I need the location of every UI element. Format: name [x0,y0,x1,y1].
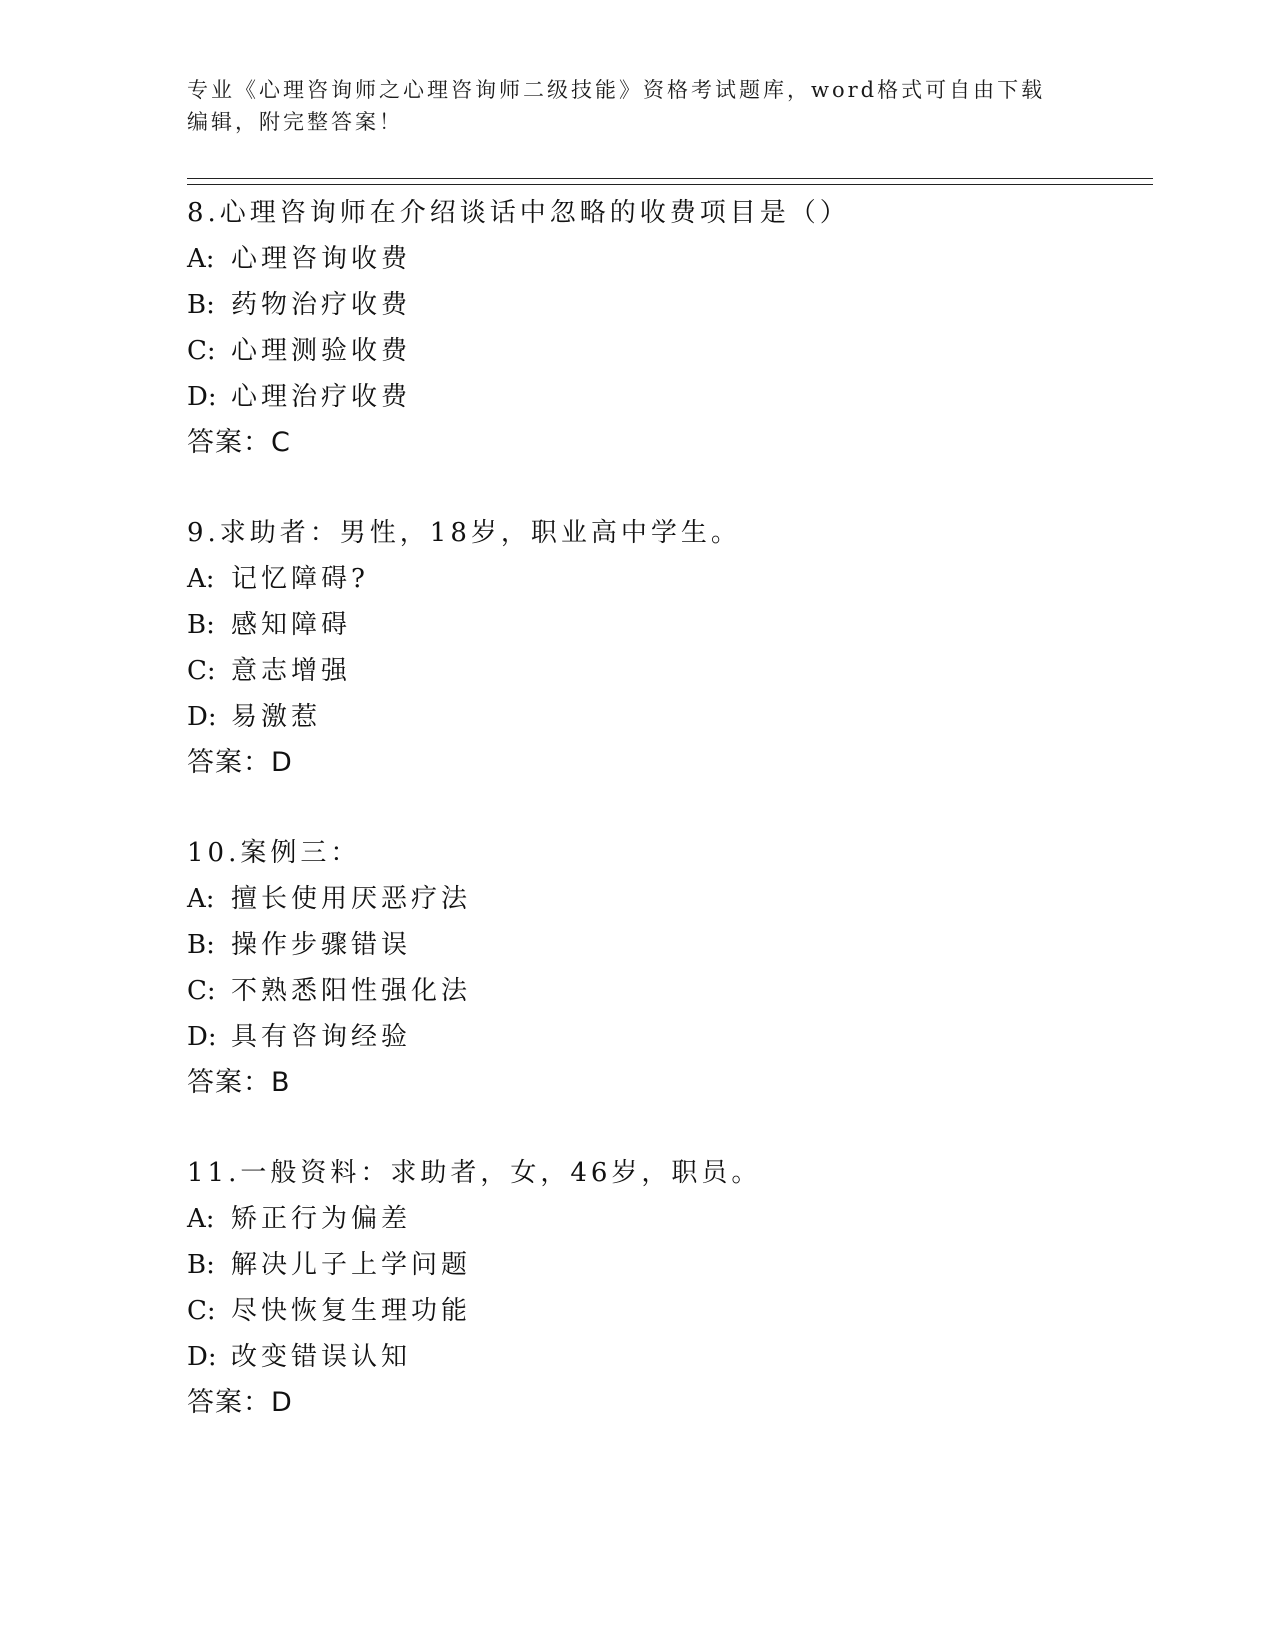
option-letter: B: [187,290,215,320]
option-text: 矫正行为偏差 [231,1204,412,1234]
option-d [187,694,1147,740]
question-9 [187,510,1147,786]
option-text: 擅长使用厌恶疗法 [231,884,472,914]
option-letter: B: [187,610,215,640]
option-text: 记忆障碍? [231,564,369,594]
option-text: 不熟悉阳性强化法 [231,976,472,1006]
option-text: 药物治疗收费 [231,290,412,320]
option-letter: A: [187,1204,215,1234]
header-line-1: 专业《心理咨询师之心理咨询师二级技能》资格考试题库，word格式可自由下载 [187,78,1046,102]
option-c [187,968,1147,1014]
option-text: 尽快恢复生理功能 [231,1296,472,1326]
option-b [187,922,1147,968]
option-text: 改变错误认知 [231,1342,412,1372]
option-b [187,282,1147,328]
option-text: 心理测验收费 [231,336,412,366]
option-letter: C: [187,1296,216,1326]
header-line-2: 编辑，附完整答案！ [187,110,403,134]
answer-line: 答案：C [187,427,291,458]
option-letter: C: [187,656,216,686]
answer-line: 答案：D [187,747,293,778]
option-text: 意志增强 [231,656,352,686]
option-letter: D: [187,382,217,412]
option-d [187,1334,1147,1380]
option-text: 具有咨询经验 [231,1022,412,1052]
question-10 [187,830,1147,1106]
option-c [187,648,1147,694]
option-c [187,328,1147,374]
question-stem: 8.心理咨询师在介绍谈话中忽略的收费项目是（） [187,198,850,228]
option-text: 解决儿子上学问题 [231,1250,472,1280]
option-a [187,236,1147,282]
option-a [187,1196,1147,1242]
option-d [187,1014,1147,1060]
option-a [187,876,1147,922]
option-d [187,374,1147,420]
option-text: 操作步骤错误 [231,930,412,960]
option-letter: D: [187,702,217,732]
question-stem: 9.求助者：男性，18岁，职业高中学生。 [187,518,741,548]
document-header [187,74,1067,138]
option-text: 心理治疗收费 [231,382,412,412]
option-a [187,556,1147,602]
option-letter: C: [187,336,216,366]
option-letter: D: [187,1022,217,1052]
option-b [187,602,1147,648]
option-text: 感知障碍 [231,610,352,640]
question-stem: 10.案例三： [187,838,361,868]
option-letter: A: [187,564,215,594]
option-c [187,1288,1147,1334]
option-text: 易激惹 [231,702,322,732]
question-11 [187,1150,1147,1426]
question-stem: 11.一般资料：求助者，女，46岁，职员。 [187,1158,762,1188]
option-letter: B: [187,930,215,960]
header-divider-bottom [187,184,1153,185]
option-letter: A: [187,244,215,274]
option-letter: C: [187,976,216,1006]
answer-line: 答案：B [187,1067,291,1098]
header-divider-top [187,178,1153,179]
option-text: 心理咨询收费 [231,244,412,274]
option-letter: D: [187,1342,217,1372]
option-b [187,1242,1147,1288]
option-letter: A: [187,884,215,914]
question-8 [187,190,1147,466]
option-letter: B: [187,1250,215,1280]
answer-line: 答案：D [187,1387,293,1418]
